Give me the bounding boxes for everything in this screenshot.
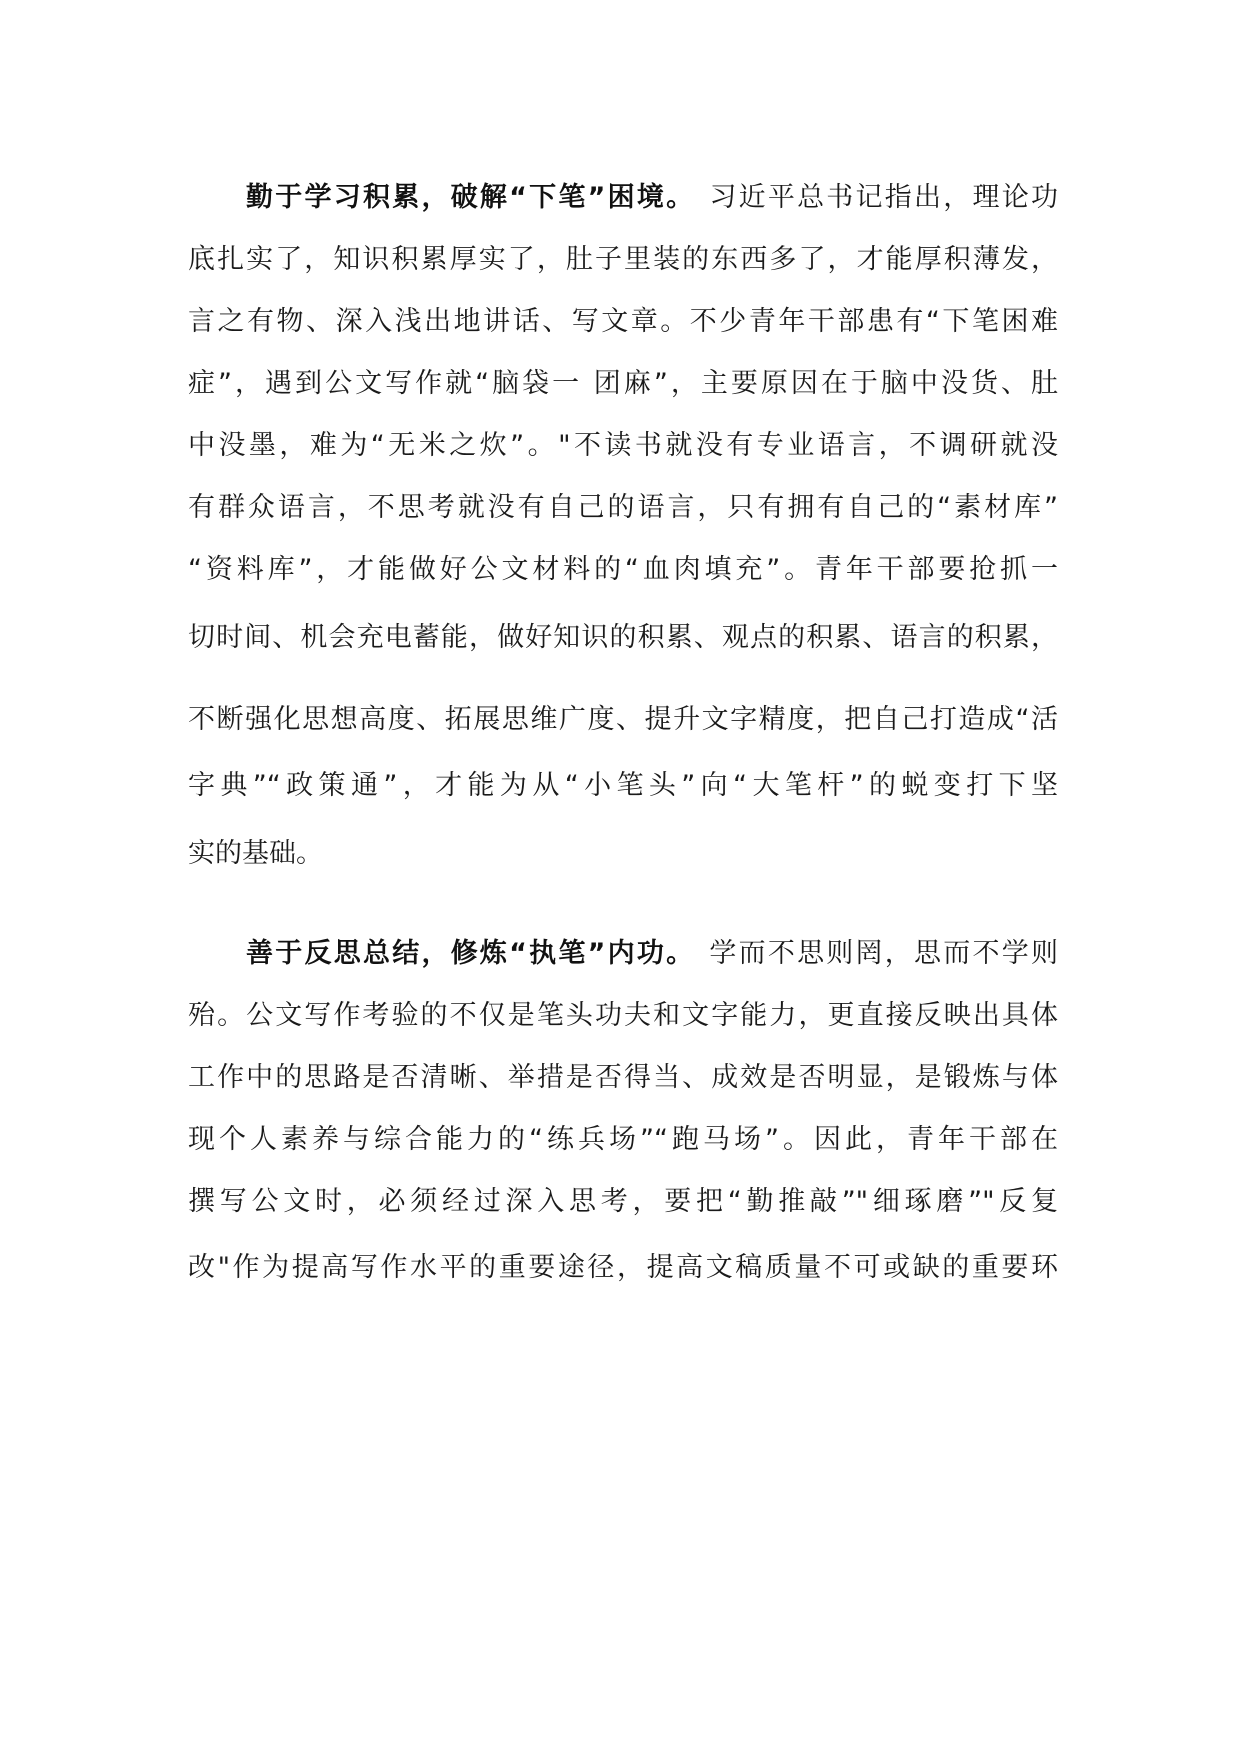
paragraph-1-line-11: 实的基础。 bbox=[188, 838, 323, 869]
paragraph-2-line-1 bbox=[246, 934, 1058, 974]
paragraph-2-line-4: 现个人素养与综合能力的“练兵场”“跑马场”。因此，青年干部在 bbox=[188, 1124, 1058, 1155]
paragraph-2-heading: 善于反思总结，修炼“执笔”内功。 bbox=[246, 938, 696, 969]
paragraph-2-line-5: 撰写公文时，必须经过深入思考，要把“勤推敲”"细琢磨”"反复 bbox=[188, 1186, 1058, 1217]
paragraph-2-line-6: 改"作为提高写作水平的重要途径，提高文稿质量不可或缺的重要环 bbox=[188, 1252, 1058, 1283]
paragraph-1-line-10: 字典”“政策通”，才能为从“小笔头”向“大笔杆”的蜕变打下坚 bbox=[188, 770, 1058, 801]
paragraph-1-line-2: 底扎实了，知识积累厚实了，肚子里装的东西多了，才能厚积薄发， bbox=[188, 244, 1058, 275]
paragraph-2-line-2: 殆。公文写作考验的不仅是笔头功夫和文字能力，更直接反映出具体 bbox=[188, 1000, 1058, 1031]
paragraph-2-line-3: 工作中的思路是否清晰、举措是否得当、成效是否明显，是锻炼与体 bbox=[188, 1062, 1058, 1093]
paragraph-1-line-4: 症”，遇到公文写作就“脑袋一 团麻”，主要原因在于脑中没货、肚 bbox=[188, 368, 1058, 399]
paragraph-1-line-6: 有群众语言，不思考就没有自己的语言，只有拥有自己的“素材库” bbox=[188, 492, 1058, 523]
paragraph-1-line-1 bbox=[246, 178, 1058, 218]
paragraph-1-line-9: 不断强化思想高度、拓展思维广度、提升文字精度，把自己打造成“活 bbox=[188, 704, 1058, 735]
paragraph-1-line-5: 中没墨，难为“无米之炊”。"不读书就没有专业语言，不调研就没 bbox=[188, 430, 1058, 461]
paragraph-2-line-1-text: 学而不思则罔，思而不学则 bbox=[709, 938, 1058, 969]
paragraph-1-line-1-text: 习近平总书记指出，理论功 bbox=[709, 182, 1058, 213]
paragraph-1-line-8: 切时间、机会充电蓄能，做好知识的积累、观点的积累、语言的积累， bbox=[188, 622, 1058, 653]
paragraph-1-line-3: 言之有物、深入浅出地讲话、写文章。不少青年干部患有“下笔困难 bbox=[188, 306, 1058, 337]
paragraph-1-heading: 勤于学习积累，破解“下笔”困境。 bbox=[246, 182, 696, 213]
paragraph-1-line-7: “资料库”，才能做好公文材料的“血肉填充”。青年干部要抢抓一 bbox=[188, 554, 1058, 585]
